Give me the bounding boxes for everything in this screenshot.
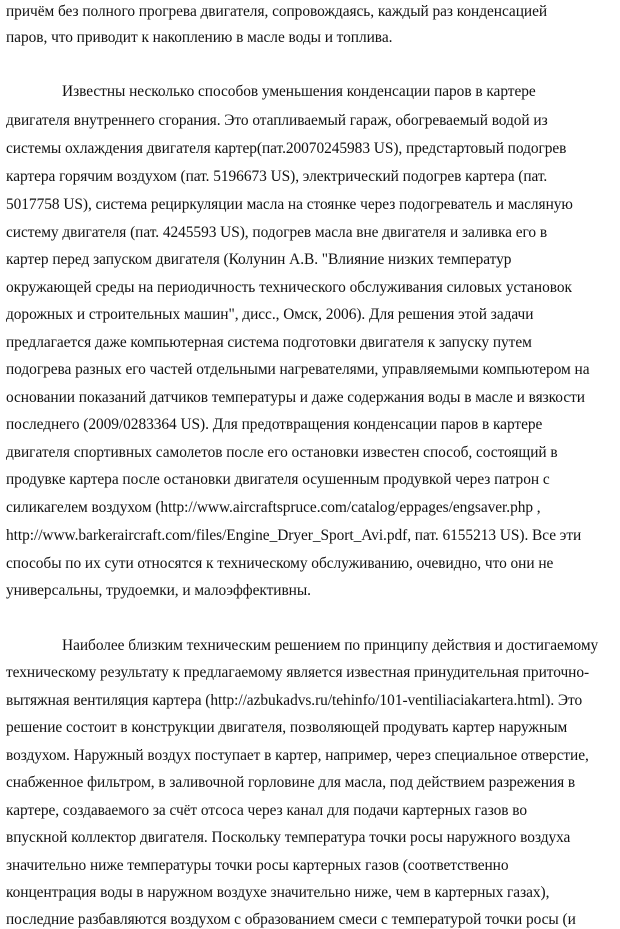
text-line: причём без полного прогрева двигателя, сопровождаясь, каждый раз конденсацией <box>6 3 548 20</box>
text-line: подогрева разных его частей отдельными нагревателями, управляемыми компьютером на <box>6 361 590 378</box>
text-line: вытяжная вентиляция картера (http://azbukadvs.ru/tehinfo/101-ventiliaciakartera.html). Это <box>6 692 583 709</box>
text-line: продувке картера после остановки двигателя осушенным продувкой через патрон с <box>6 471 550 488</box>
text-line: впускной коллектор двигателя. Поскольку температура точки росы наружного воздуха <box>6 829 571 846</box>
text-line: картер перед запуском двигателя (Колунин А.В. "Влияние низких температур <box>6 251 512 268</box>
text-line: последнего (2009/0283364 US). Для предотвращения конденсации паров в картере <box>6 416 543 433</box>
text-line: способы по их сути относятся к техническому обслуживанию, очевидно, что они не <box>6 555 554 572</box>
text-line: двигателя внутреннего сгорания. Это отапливаемый гараж, обогреваемый водой из <box>6 112 548 129</box>
text-line: системы охлаждения двигателя картер(пат.20070245983 US), предстартовый подогрев <box>6 140 567 157</box>
text-line: картера горячим воздухом (пат. 5196673 US), электрический подогрев картера (пат. <box>6 168 548 185</box>
text-line: основании показаний датчиков температуры и даже содержания воды в масле и вязкости <box>6 389 585 406</box>
text-line: значительно ниже температуры точки росы картерных газов (соответственно <box>6 857 509 874</box>
text-line: концентрация воды в наружном воздухе значительно ниже, чем в картерных газах), <box>6 884 550 901</box>
text-line: техническому результату к предлагаемому является известная принудительная приточно- <box>6 664 590 681</box>
text-line: Известны несколько способов уменьшения конденсации паров в картере <box>62 83 536 100</box>
text-line: снабженное фильтром, в заливочной горловине для масла, под действием разрежения в <box>6 774 576 791</box>
text-line: Наиболее близким техническим решением по принципу действия и достигаемому <box>62 637 599 654</box>
text-line: последние разбавляются воздухом с образованием смеси с температурой точки росы (и <box>6 911 576 928</box>
text-line: окружающей среды на периодичность технического обслуживания силовых установок <box>6 279 572 296</box>
text-line: http://www.barkeraircraft.com/files/Engine_Dryer_Sport_Avi.pdf, пат. 6155213 US). Все эти <box>6 527 582 544</box>
text-line: воздухом. Наружный воздух поступает в картер, например, через специальное отверстие, <box>6 747 589 764</box>
text-line: систему двигателя (пат. 4245593 US), подогрев масла вне двигателя и заливка его в <box>6 224 548 241</box>
text-line: двигателя спортивных самолетов после его остановки известен способ, состоящий в <box>6 444 558 461</box>
text-line: решение состоит в конструкции двигателя, позволяющей продувать картер наружным <box>6 719 568 736</box>
text-line: картере, создаваемого за счёт отсоса через канал для подачи картерных газов во <box>6 802 528 819</box>
text-line: силикагелем воздухом (http://www.aircraftspruce.com/catalog/eppages/engsaver.php , <box>6 499 541 516</box>
text-line: предлагается даже компьютерная система подготовки двигателя к запуску путем <box>6 334 532 351</box>
text-line: универсальны, трудоемки, и малоэффективны. <box>6 582 311 599</box>
text-line: 5017758 US), система рециркуляции масла на стоянке через подогреватель и масляную <box>6 196 573 213</box>
text-line: дорожных и строительных машин", дисс., Омск, 2006). Для решения этой задачи <box>6 306 534 323</box>
text-line: паров, что приводит к накоплению в масле воды и топлива. <box>6 29 393 46</box>
